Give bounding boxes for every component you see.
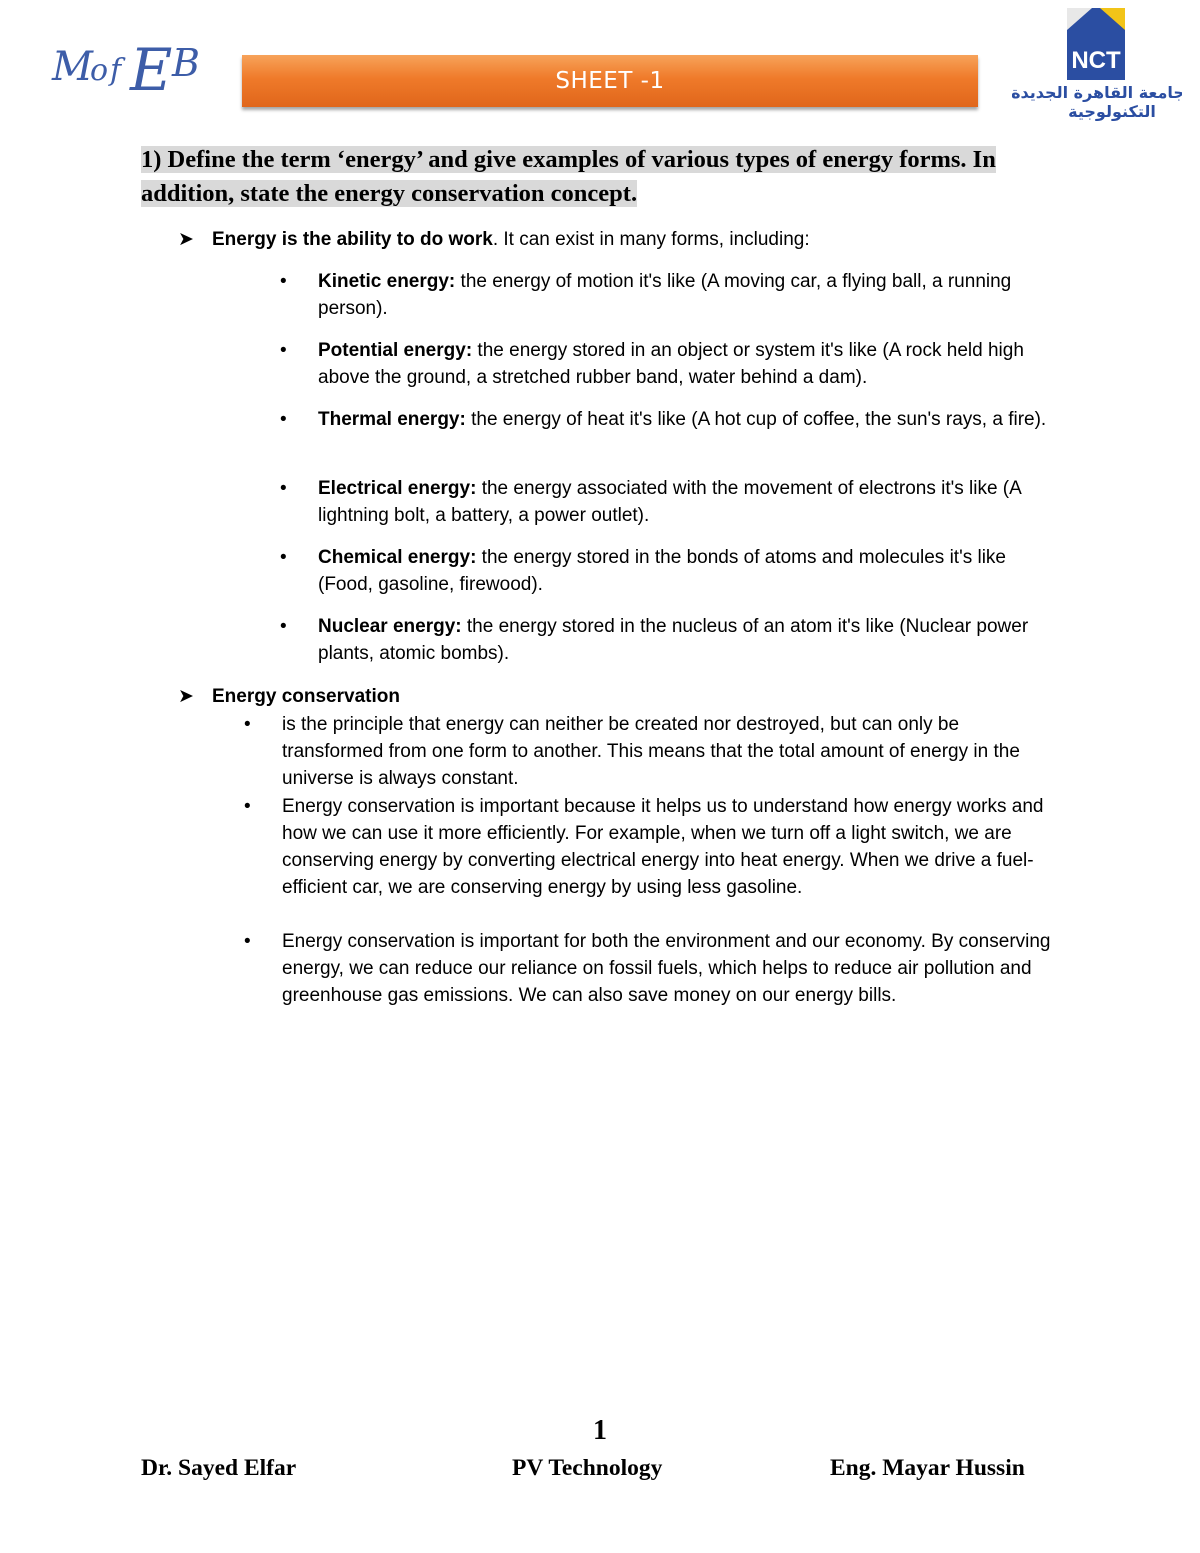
svg-text:f: f: [110, 53, 122, 88]
form-desc: the energy stored in the nucleus of an atom it's like (Nuclear power plants, atomic bombs).: [318, 616, 1029, 664]
question-heading: [141, 143, 1001, 211]
definition-rest: . It can exist in many forms, including:: [492, 229, 810, 250]
form-name: Electrical energy:: [318, 478, 477, 499]
form-name: Kinetic energy:: [318, 271, 456, 292]
form-desc: the energy of motion it's like (A moving car, a flying ball, a running person).: [318, 271, 1012, 319]
form-desc: the energy associated with the movement of electrons it's like (A lightning bolt, a battery, a power outlet).: [318, 478, 1021, 526]
energy-form-item: [280, 337, 1060, 391]
nct-arabic-line1: جامعة القاهرة الجديدة: [1012, 83, 1182, 102]
form-desc: the energy of heat it's like (A hot cup of coffee, the sun's rays, a fire).: [465, 409, 1047, 430]
conservation-point: [244, 711, 1064, 792]
energy-form-item: [280, 268, 1060, 322]
conservation-point: [244, 793, 1064, 901]
question-text: 1) Define the term ‘energy’ and give examples of various types of energy forms. In addition, state the energy conservation concept.: [141, 146, 996, 207]
energy-form-item: [280, 406, 1060, 433]
form-name: Nuclear energy:: [318, 616, 462, 637]
conservation-point-text: Energy conservation is important because it helps us to understand how energy works and how we can use it more efficiently. For example, when we turn off a light switch, we are conserving energy by converting electrical energy into heat energy. When we drive a fuel-efficient car, we are conserving energy by using less gasoline.: [282, 796, 1044, 898]
sheet-title: SHEET -1: [555, 68, 665, 94]
bullet-icon: •: [280, 409, 287, 430]
svg-text:B: B: [172, 41, 200, 85]
energy-form-item: [280, 613, 1060, 667]
nct-logo: [1012, 6, 1182, 124]
definition-bold: Energy is the ability to do work: [212, 229, 493, 250]
footer-center: PV Technology: [512, 1455, 663, 1481]
bullet-icon: •: [244, 714, 251, 735]
footer-right: Eng. Mayar Hussin: [830, 1455, 1025, 1481]
form-desc: the energy stored in an object or system it's like (A rock held high above the ground, a stretched rubber band, water behind a dam).: [318, 340, 1024, 388]
energy-form-item: [280, 475, 1060, 529]
bullet-icon: •: [280, 271, 287, 292]
footer-left: Dr. Sayed Elfar: [141, 1455, 297, 1481]
energy-form-item: [280, 544, 1060, 598]
bullet-icon: •: [244, 931, 251, 952]
bullet-icon: •: [244, 796, 251, 817]
sheet-title-banner: [242, 55, 978, 107]
arrow-bullet-icon: ➤: [178, 686, 194, 707]
mofeb-logo: [50, 28, 220, 106]
conservation-point-text: Energy conservation is important for both the environment and our economy. By conserving energy, we can reduce our reliance on fossil fuels, which helps to reduce air pollution and greenhouse gas emissions. We can also save money on our energy bills.: [282, 931, 1051, 1006]
conservation-heading: Energy conservation: [212, 686, 400, 707]
bullet-icon: •: [280, 478, 287, 499]
conservation-point-text: is the principle that energy can neither be created nor destroyed, but can only be transformed from one form to another. This means that the total amount of energy in the universe is always constant.: [282, 714, 1020, 789]
bullet-icon: •: [280, 616, 287, 637]
form-name: Chemical energy:: [318, 547, 477, 568]
bullet-icon: •: [280, 547, 287, 568]
bullet-icon: •: [280, 340, 287, 361]
svg-text:o: o: [90, 53, 109, 88]
logo-text-m: M: [52, 44, 93, 90]
form-name: Thermal energy:: [318, 409, 466, 430]
nct-abbr: NCT: [1071, 47, 1121, 74]
svg-text:E: E: [130, 36, 173, 104]
page-number: 1: [593, 1415, 607, 1446]
conservation-point: [244, 928, 1064, 1009]
form-name: Potential energy:: [318, 340, 473, 361]
nct-arabic-line2: التكنولوجية: [1068, 102, 1156, 121]
form-desc: the energy stored in the bonds of atoms and molecules it's like (Food, gasoline, firewood).: [318, 547, 1006, 595]
arrow-bullet-icon: ➤: [178, 229, 194, 250]
